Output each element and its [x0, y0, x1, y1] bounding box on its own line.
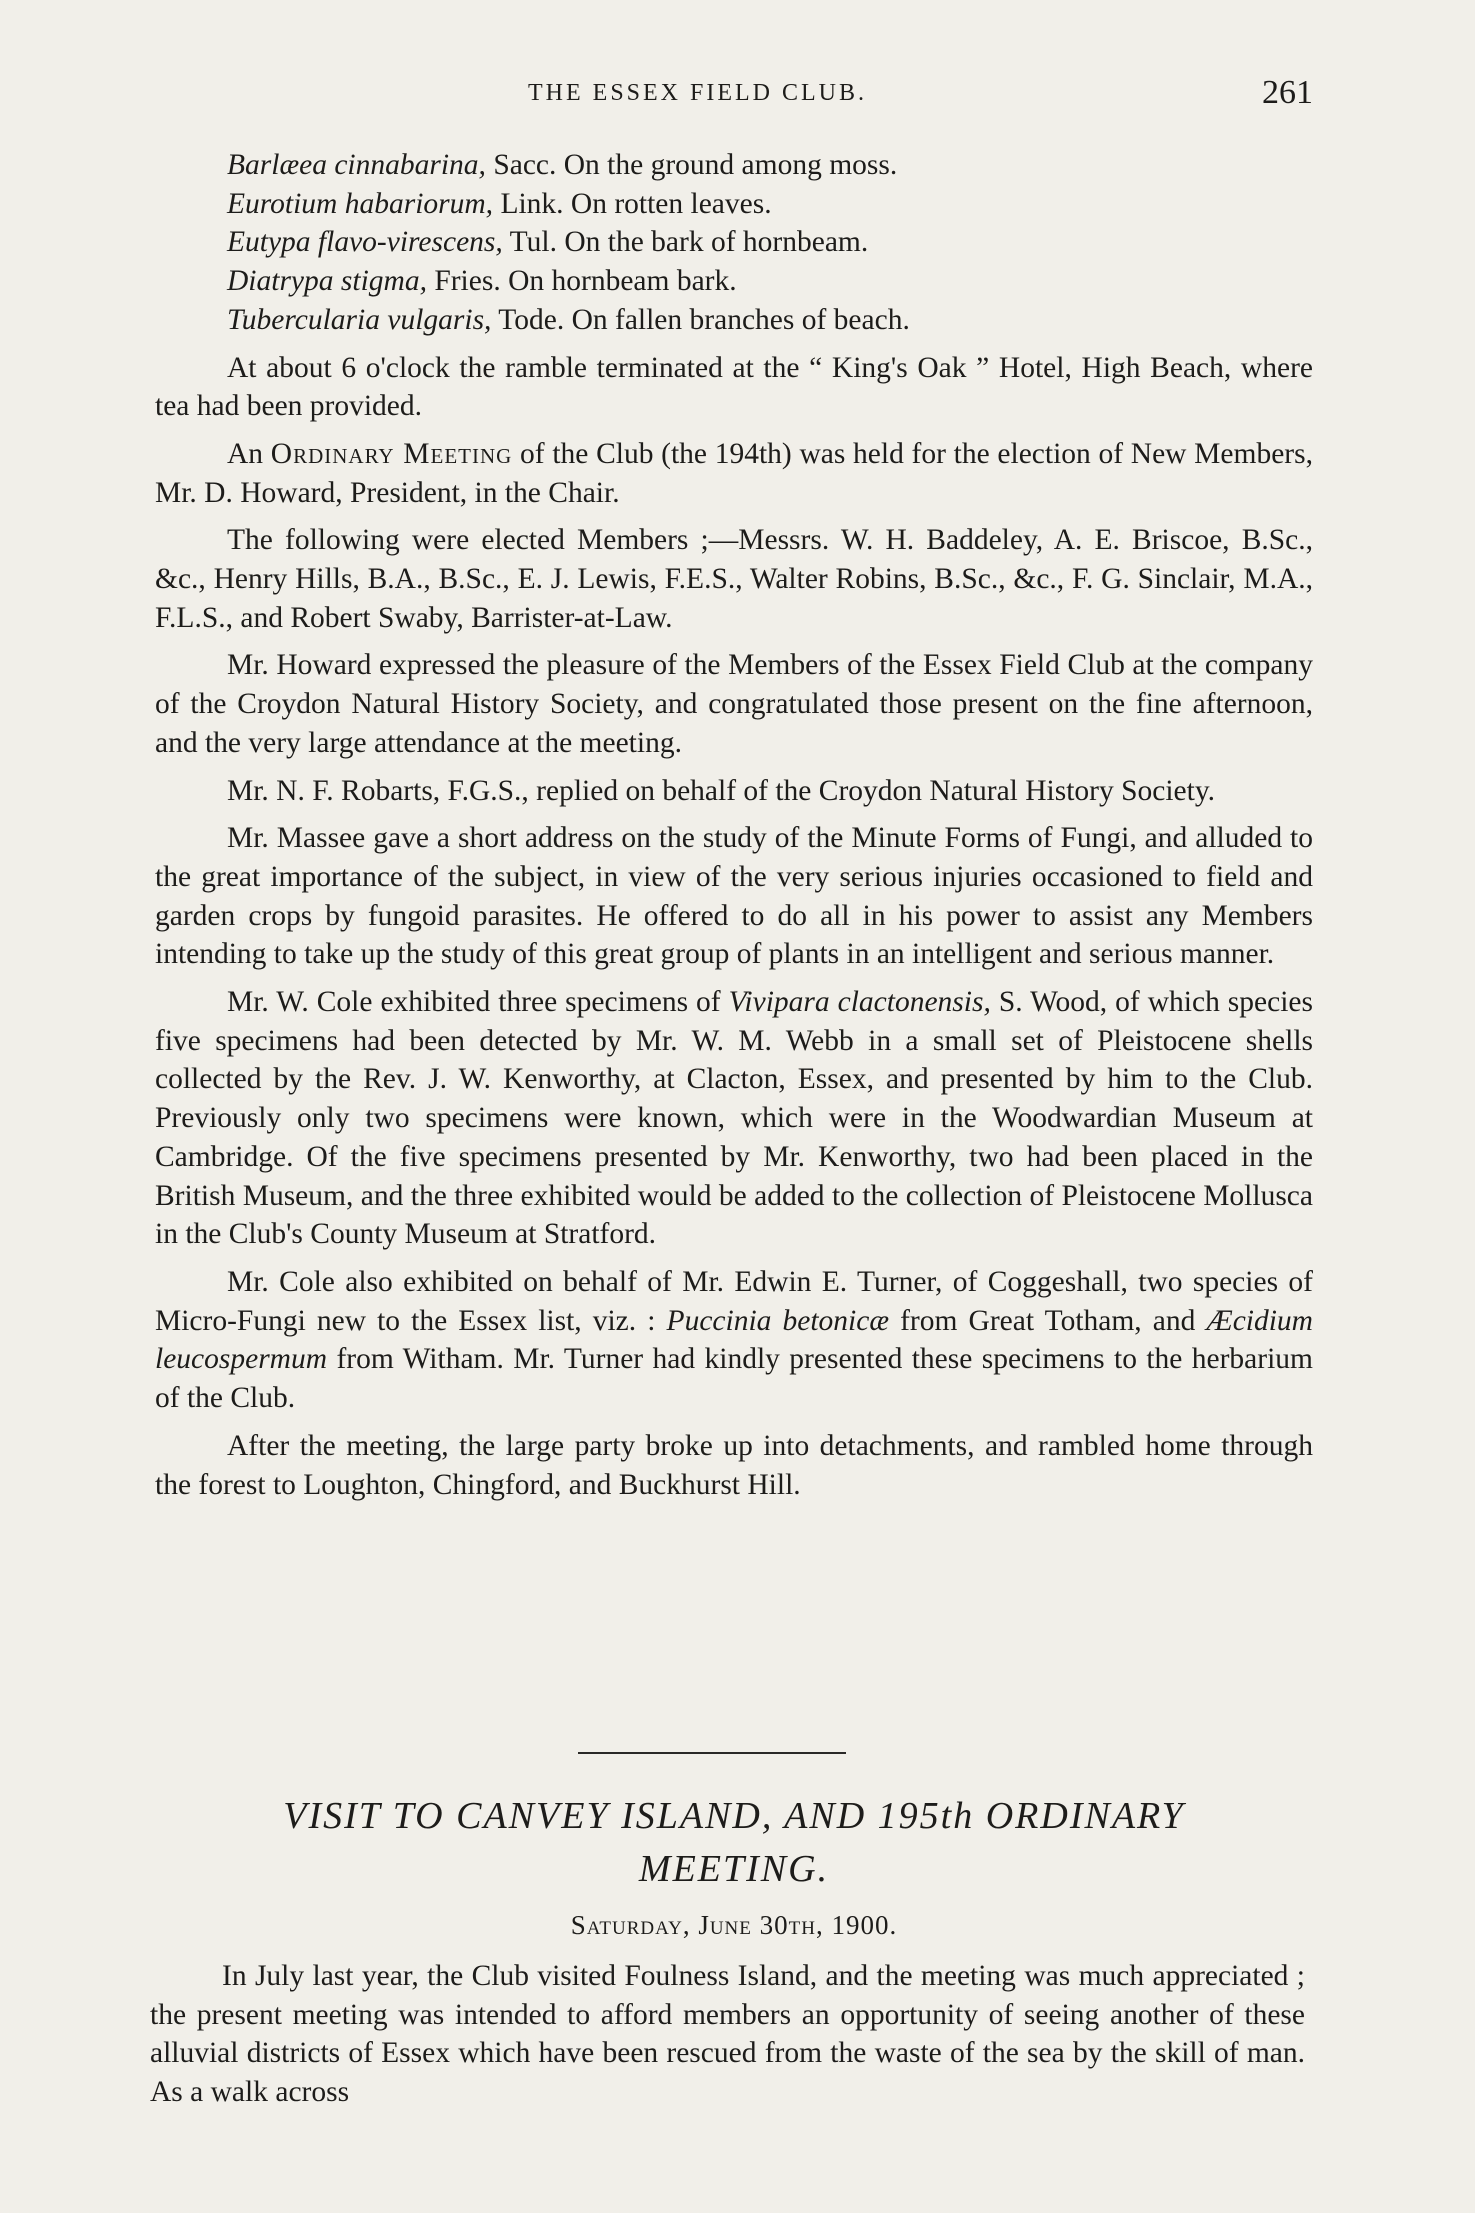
paragraph-after-meeting: After the meeting, the large party broke up into detachments, and rambled home through the forest to Loughton, Chingford, and Buckhurst Hill. — [155, 1429, 1313, 1501]
species-entry — [155, 185, 1313, 224]
species-detail: Tul. On the bark of hornbeam. — [502, 226, 869, 259]
species-name: Eutypa flavo-virescens, — [227, 226, 503, 259]
text-run: An — [227, 437, 271, 470]
species-detail: Link. On rotten leaves. — [493, 187, 772, 220]
paragraph-cole-fungi — [155, 1263, 1313, 1418]
paragraph-cole-vivipara — [155, 983, 1313, 1254]
species-name: Diatrypa stigma, — [227, 265, 427, 298]
text-run: from Witham. Mr. Turner had kindly presented these specimens to the herbarium of the Club. — [155, 1343, 1313, 1415]
text-run: Mr. Cole also exhibited on behalf of Mr. Edwin E. Turner, of Coggeshall, two species of Micro-Fungi new to the Essex list, viz. : — [155, 1265, 1313, 1337]
section-divider — [578, 1752, 846, 1754]
text-run: from Great Totham, and — [889, 1304, 1207, 1337]
text-run: Mr. W. Cole exhibited three specimens of — [227, 986, 729, 1019]
paragraph-robarts: Mr. N. F. Robarts, F.G.S., replied on behalf of the Croydon Natural History Society. — [227, 774, 1216, 807]
italic-run: Puccinia betonicæ — [666, 1304, 889, 1337]
species-name: Eurotium habariorum, — [227, 187, 494, 220]
species-entry — [155, 262, 1313, 301]
paragraph-ramble-end: At about 6 o'clock the ramble terminated at the “ King's Oak ” Hotel, High Beach, where tea had been provided. — [155, 351, 1313, 423]
italic-run: Vivipara clactonensis, — [728, 986, 991, 1019]
species-detail: Sacc. On the ground among moss. — [485, 149, 898, 181]
paragraph-ordinary-meeting — [155, 435, 1313, 512]
body-text — [155, 146, 1313, 1513]
small-caps-run: Ordinary Meeting — [270, 437, 513, 470]
species-name: Tubercularia vulgaris, — [227, 303, 492, 336]
species-name: Barlæea cinnabarina, — [227, 149, 486, 181]
section-body — [150, 1957, 1305, 2121]
species-list — [155, 146, 1313, 340]
section-title — [150, 1790, 1318, 1896]
running-title: THE ESSEX FIELD CLUB. — [528, 80, 867, 106]
species-detail: Tode. On fallen branches of beach. — [491, 303, 910, 336]
section-title-line: MEETING. — [638, 1848, 830, 1890]
species-entry — [155, 301, 1313, 340]
paragraph-canvey-intro: In July last year, the Club visited Foulness Island, and the meeting was much appreciated ; the present meeting was intended to afford members an opportunity of seeing another of these alluvial districts of Essex which have been rescued from the waste of the sea by the skill of man. As a walk across — [150, 1960, 1305, 2109]
paragraph-massee: Mr. Massee gave a short address on the study of the Minute Forms of Fungi, and alluded to the great importance of the subject, in view of the very serious injuries occasioned to field and garden crops by fungoid parasites. He offered to do all in his power to assist any Members intending to take up the study of this great group of plants in an intelligent and serious manner. — [155, 822, 1313, 971]
species-entry — [155, 146, 1313, 185]
species-detail: Fries. On hornbeam bark. — [426, 265, 737, 298]
section-title-line: VISIT TO CANVEY ISLAND, AND 195th ORDINARY — [283, 1795, 1185, 1837]
paragraph-howard: Mr. Howard expressed the pleasure of the Members of the Essex Field Club at the company of the Croydon Natural History Society, and congratulated those present on the fine afternoon, and the very large attendance at the meeting. — [155, 649, 1313, 759]
species-entry — [155, 223, 1313, 262]
running-head — [0, 74, 1475, 114]
text-run: S. Wood, of which species five specimens had been detected by Mr. W. M. Webb in a small set of Pleistocene shells collected by the Rev. J. W. Kenworthy, at Clacton, Essex, and presented by him to the Club. Previously only two specimens were known, which were in the Woodwardian Museum at Cambridge. Of the five specimens presented by Mr. Kenworthy, two had been placed in the British Museum, and the three exhibited would be added to the collection of Pleistocene Mollusca in the Club's County Museum at Stratford. — [155, 986, 1313, 1251]
text-run: of the Club (the 194th) was held for the election of New Members, Mr. D. Howard, President, in the Chair. — [155, 437, 1313, 509]
paragraph-elected-members: The following were elected Members ;—Messrs. W. H. Baddeley, A. E. Briscoe, B.Sc., &c., Henry Hills, B.A., B.Sc., E. J. Lewis, F.E.S., Walter Robins, B.Sc., &c., F. G. Sinclair, M.A., F.L.S., and Robert Swaby, Barrister-at-Law. — [155, 524, 1313, 634]
italic-run: Æcidium leucospermum — [155, 1304, 1313, 1376]
page-number: 261 — [1262, 74, 1313, 111]
section-date: Saturday, June 30th, 1900. — [570, 1910, 898, 1940]
